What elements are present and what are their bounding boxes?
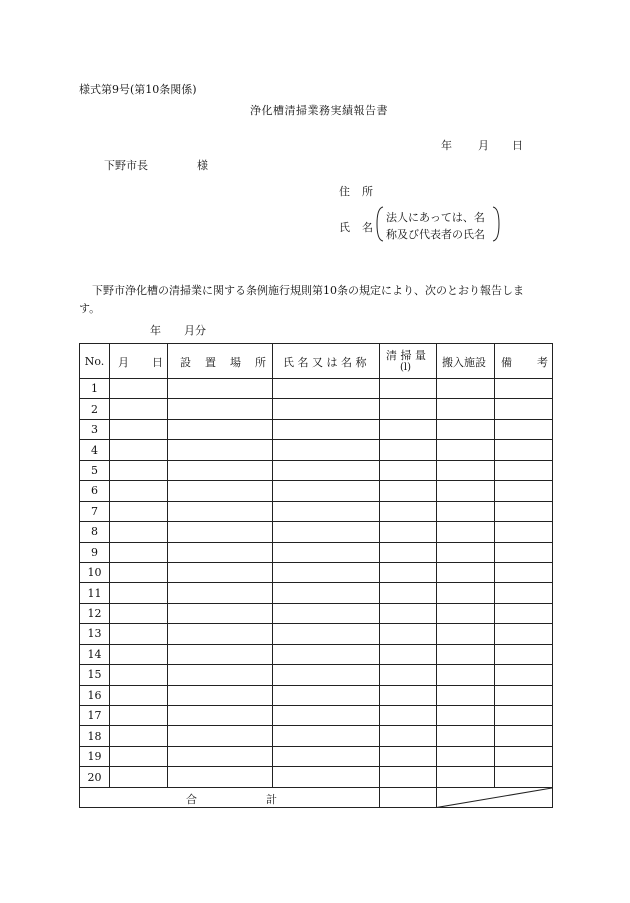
cell-name[interactable]	[273, 379, 380, 399]
row-number: 17	[80, 706, 110, 726]
cell-month-day[interactable]	[110, 501, 168, 521]
header-location-char-3: 場	[230, 356, 241, 369]
cell-location[interactable]	[168, 501, 273, 521]
cell-location[interactable]	[168, 583, 273, 603]
row-number: 10	[80, 562, 110, 582]
cell-month-day[interactable]	[110, 746, 168, 766]
table-row	[80, 665, 553, 685]
diagonal-line	[437, 788, 552, 807]
cell-location[interactable]	[168, 685, 273, 705]
cell-amount[interactable]	[380, 706, 437, 726]
cell-month-day[interactable]	[110, 706, 168, 726]
cell-facility[interactable]	[437, 399, 495, 419]
cell-facility[interactable]	[437, 440, 495, 460]
table-row	[80, 603, 553, 623]
cell-name[interactable]	[273, 399, 380, 419]
addressee: 下野市長	[104, 159, 148, 172]
header-location	[168, 344, 273, 379]
cell-name[interactable]	[273, 706, 380, 726]
cell-location[interactable]	[168, 481, 273, 501]
cell-facility[interactable]	[437, 501, 495, 521]
corporate-note-bracket	[374, 206, 502, 242]
cell-month-day[interactable]	[110, 522, 168, 542]
cell-location[interactable]	[168, 746, 273, 766]
cell-remarks[interactable]	[495, 481, 553, 501]
cell-facility[interactable]	[437, 706, 495, 726]
header-location-char-1: 設	[180, 356, 191, 369]
corporate-note-line-2: 称及び代表者の氏名	[386, 228, 485, 241]
cell-name[interactable]	[273, 501, 380, 521]
date-year-label: 年	[441, 139, 452, 152]
header-remarks	[495, 344, 553, 379]
table-row	[80, 562, 553, 582]
cell-facility[interactable]	[437, 562, 495, 582]
header-day: 日	[152, 356, 163, 369]
cell-amount[interactable]	[380, 583, 437, 603]
cell-name[interactable]	[273, 624, 380, 644]
cell-remarks[interactable]	[495, 746, 553, 766]
total-label-char-1: 合	[186, 792, 197, 806]
period-month-label: 月分	[184, 324, 206, 337]
cell-facility[interactable]	[437, 419, 495, 439]
header-month-day	[110, 344, 168, 379]
cell-month-day[interactable]	[110, 685, 168, 705]
name-label-1: 氏	[339, 221, 350, 234]
cell-remarks[interactable]	[495, 460, 553, 480]
header-location-char-2: 置	[205, 356, 216, 369]
cell-facility[interactable]	[437, 726, 495, 746]
table-row	[80, 685, 553, 705]
header-amount-unit: (l)	[400, 362, 412, 373]
cell-month-day[interactable]	[110, 542, 168, 562]
cell-location[interactable]	[168, 665, 273, 685]
cell-month-day[interactable]	[110, 644, 168, 664]
cell-amount[interactable]	[380, 644, 437, 664]
cell-name[interactable]	[273, 685, 380, 705]
cell-amount[interactable]	[380, 767, 437, 787]
table-header-row	[80, 344, 553, 379]
period-year-label: 年	[150, 324, 161, 337]
cell-location[interactable]	[168, 726, 273, 746]
cell-facility[interactable]	[437, 583, 495, 603]
cell-amount[interactable]	[380, 746, 437, 766]
table-row	[80, 726, 553, 746]
table-row	[80, 746, 553, 766]
cell-month-day[interactable]	[110, 399, 168, 419]
cell-remarks[interactable]	[495, 542, 553, 562]
cell-remarks[interactable]	[495, 522, 553, 542]
cell-location[interactable]	[168, 522, 273, 542]
cell-name[interactable]	[273, 767, 380, 787]
header-month: 月	[118, 356, 129, 369]
cell-facility[interactable]	[437, 522, 495, 542]
cell-remarks[interactable]	[495, 644, 553, 664]
cell-name[interactable]	[273, 440, 380, 460]
row-number: 3	[80, 419, 110, 439]
honorific: 様	[197, 159, 208, 172]
cell-name[interactable]	[273, 419, 380, 439]
table-row	[80, 399, 553, 419]
body-text-line-1: 下野市浄化槽の清掃業に関する条例施行規則第10条の規定により、次のとおり報告しま	[92, 284, 524, 297]
row-number: 15	[80, 665, 110, 685]
header-facility	[437, 344, 495, 379]
cell-name[interactable]	[273, 644, 380, 664]
row-number: 19	[80, 746, 110, 766]
cell-amount[interactable]	[380, 562, 437, 582]
cell-month-day[interactable]	[110, 767, 168, 787]
cell-month-day[interactable]	[110, 440, 168, 460]
cell-location[interactable]	[168, 419, 273, 439]
row-number: 4	[80, 440, 110, 460]
cell-location[interactable]	[168, 603, 273, 623]
cell-month-day[interactable]	[110, 726, 168, 746]
header-amount-label: 清 掃 量	[386, 349, 426, 362]
cell-month-day[interactable]	[110, 665, 168, 685]
cell-amount[interactable]	[380, 419, 437, 439]
table-row	[80, 706, 553, 726]
document-title: 浄化槽清掃業務実績報告書	[250, 104, 388, 117]
cell-amount[interactable]	[380, 603, 437, 623]
row-number: 8	[80, 522, 110, 542]
cell-amount[interactable]	[380, 726, 437, 746]
row-number: 2	[80, 399, 110, 419]
cell-name[interactable]	[273, 726, 380, 746]
cell-remarks[interactable]	[495, 501, 553, 521]
cell-remarks[interactable]	[495, 399, 553, 419]
row-number: 5	[80, 460, 110, 480]
cell-location[interactable]	[168, 706, 273, 726]
cell-month-day[interactable]	[110, 460, 168, 480]
table-row	[80, 460, 553, 480]
date-month-label: 月	[478, 139, 489, 152]
cell-location[interactable]	[168, 624, 273, 644]
row-number: 9	[80, 542, 110, 562]
row-number: 12	[80, 603, 110, 623]
table-row	[80, 440, 553, 460]
cell-remarks[interactable]	[495, 603, 553, 623]
table-row	[80, 419, 553, 439]
cell-location[interactable]	[168, 460, 273, 480]
total-label-cell	[80, 787, 380, 807]
cell-facility[interactable]	[437, 624, 495, 644]
table-row	[80, 481, 553, 501]
cell-facility[interactable]	[437, 481, 495, 501]
row-number: 14	[80, 644, 110, 664]
header-name	[273, 344, 380, 379]
row-number: 1	[80, 379, 110, 399]
cell-amount[interactable]	[380, 379, 437, 399]
cell-location[interactable]	[168, 399, 273, 419]
header-location-char-4: 所	[255, 356, 266, 369]
cell-name[interactable]	[273, 583, 380, 603]
table-row	[80, 501, 553, 521]
header-no: No.	[80, 344, 110, 379]
cell-facility[interactable]	[437, 379, 495, 399]
header-amount	[380, 344, 437, 379]
cell-location[interactable]	[168, 542, 273, 562]
corporate-note-line-1: 法人にあっては、名	[386, 211, 485, 224]
cell-remarks[interactable]	[495, 706, 553, 726]
row-number: 18	[80, 726, 110, 746]
cell-remarks[interactable]	[495, 767, 553, 787]
cell-amount[interactable]	[380, 481, 437, 501]
body-text-line-2: す。	[79, 302, 101, 315]
cell-amount[interactable]	[380, 501, 437, 521]
cell-amount[interactable]	[380, 460, 437, 480]
table-row	[80, 379, 553, 399]
cell-location[interactable]	[168, 379, 273, 399]
date-day-label: 日	[512, 139, 523, 152]
header-remarks-char-2: 考	[537, 356, 548, 369]
row-number: 13	[80, 624, 110, 644]
cell-amount[interactable]	[380, 522, 437, 542]
row-number: 7	[80, 501, 110, 521]
cell-amount[interactable]	[380, 624, 437, 644]
total-diagonal-cell	[437, 787, 553, 807]
cell-amount[interactable]	[380, 542, 437, 562]
cell-name[interactable]	[273, 665, 380, 685]
table-row	[80, 522, 553, 542]
cell-month-day[interactable]	[110, 624, 168, 644]
cell-name[interactable]	[273, 542, 380, 562]
cell-facility[interactable]	[437, 685, 495, 705]
row-number: 6	[80, 481, 110, 501]
total-label-char-2: 計	[266, 792, 277, 806]
cell-facility[interactable]	[437, 460, 495, 480]
form-number: 様式第9号(第10条関係)	[79, 83, 197, 96]
cell-name[interactable]	[273, 460, 380, 480]
cell-facility[interactable]	[437, 542, 495, 562]
table-row	[80, 583, 553, 603]
cell-location[interactable]	[168, 644, 273, 664]
total-amount-cell[interactable]	[380, 787, 437, 807]
cell-facility[interactable]	[437, 665, 495, 685]
cell-amount[interactable]	[380, 665, 437, 685]
row-number: 20	[80, 767, 110, 787]
cell-remarks[interactable]	[495, 440, 553, 460]
header-facility-label: 搬入施設	[442, 356, 486, 369]
header-name-label: 氏 名 又 は 名 称	[283, 356, 367, 369]
cell-month-day[interactable]	[110, 583, 168, 603]
cell-amount[interactable]	[380, 399, 437, 419]
total-row	[80, 787, 553, 807]
cell-remarks[interactable]	[495, 379, 553, 399]
address-label-1: 住	[339, 185, 350, 198]
cell-amount[interactable]	[380, 685, 437, 705]
row-number: 11	[80, 583, 110, 603]
table-row	[80, 767, 553, 787]
cell-location[interactable]	[168, 767, 273, 787]
table-row	[80, 624, 553, 644]
cell-remarks[interactable]	[495, 665, 553, 685]
cell-amount[interactable]	[380, 440, 437, 460]
cell-month-day[interactable]	[110, 603, 168, 623]
cell-month-day[interactable]	[110, 419, 168, 439]
cell-facility[interactable]	[437, 746, 495, 766]
table-row	[80, 644, 553, 664]
cell-facility[interactable]	[437, 644, 495, 664]
cell-name[interactable]	[273, 603, 380, 623]
report-table	[79, 343, 553, 808]
table-body	[80, 379, 553, 788]
cell-facility[interactable]	[437, 767, 495, 787]
address-label-2: 所	[362, 185, 373, 198]
cell-name[interactable]	[273, 481, 380, 501]
table-row	[80, 542, 553, 562]
cell-name[interactable]	[273, 562, 380, 582]
cell-month-day[interactable]	[110, 481, 168, 501]
cell-location[interactable]	[168, 562, 273, 582]
name-label-2: 名	[362, 221, 373, 234]
cell-name[interactable]	[273, 746, 380, 766]
cell-remarks[interactable]	[495, 685, 553, 705]
cell-remarks[interactable]	[495, 562, 553, 582]
row-number: 16	[80, 685, 110, 705]
cell-location[interactable]	[168, 440, 273, 460]
cell-month-day[interactable]	[110, 379, 168, 399]
cell-month-day[interactable]	[110, 562, 168, 582]
cell-facility[interactable]	[437, 603, 495, 623]
cell-name[interactable]	[273, 522, 380, 542]
header-remarks-char-1: 備	[501, 356, 512, 369]
cell-remarks[interactable]	[495, 419, 553, 439]
cell-remarks[interactable]	[495, 726, 553, 746]
cell-remarks[interactable]	[495, 624, 553, 644]
cell-remarks[interactable]	[495, 583, 553, 603]
